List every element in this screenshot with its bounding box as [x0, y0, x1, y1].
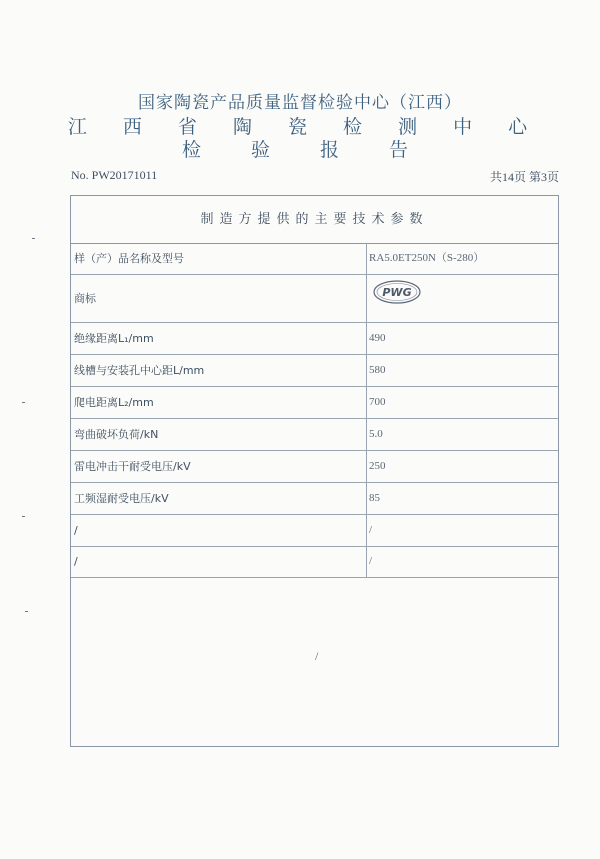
scan-speck: [22, 402, 25, 403]
blank-mark: /: [315, 649, 319, 663]
row-label: 雷电冲击干耐受电压/kV: [71, 451, 367, 482]
table-row: [71, 419, 558, 451]
table-row: [71, 323, 558, 355]
report-number: No. PW20171011: [71, 168, 158, 182]
blank-remainder: [71, 578, 558, 746]
center-name-national: 国家陶瓷产品质量监督检验中心（江西）: [138, 93, 462, 113]
row-label: 样（产）品名称及型号: [71, 243, 367, 274]
row-label: /: [71, 546, 367, 577]
table-title: 制造方提供的主要技术参数: [71, 196, 558, 244]
table-row: [71, 451, 558, 483]
parameters-table: [70, 195, 559, 747]
trademark-logo: [371, 278, 423, 310]
pwg-logo-icon: [371, 278, 423, 306]
table-row: [71, 243, 558, 275]
row-label: 绝缘距离L₁/mm: [71, 323, 367, 354]
row-value: 700: [369, 396, 386, 408]
row-value: 5.0: [369, 428, 383, 440]
row-label: 爬电距离L₂/mm: [71, 387, 367, 418]
report-title: 检 验 报 告: [181, 139, 431, 161]
center-name-provincial: 江 西 省 陶 瓷 检 测 中 心: [67, 116, 543, 138]
row-label: 弯曲破坏负荷/kN: [71, 419, 367, 450]
table-row: [71, 515, 558, 547]
row-value: 250: [369, 460, 386, 472]
row-value: RA5.0ET250N（S-280）: [369, 252, 485, 264]
row-value: /: [369, 555, 373, 567]
scan-speck: [22, 516, 25, 517]
scan-speck: [32, 238, 35, 239]
row-value: 85: [369, 492, 380, 504]
table-row: [71, 387, 558, 419]
table-row: [71, 546, 558, 578]
scan-speck: [25, 611, 28, 612]
row-label: /: [71, 515, 367, 546]
table-row: [71, 275, 558, 323]
page-indicator: 共14页 第3页: [489, 170, 559, 184]
row-label: 线槽与安装孔中心距L/mm: [71, 355, 367, 386]
logo-text: PWG: [382, 286, 412, 299]
row-label: 工频湿耐受电压/kV: [71, 483, 367, 514]
row-value: /: [369, 524, 373, 536]
table-row: [71, 355, 558, 387]
row-value: 580: [369, 364, 386, 376]
table-row: [71, 483, 558, 515]
row-label: 商标: [71, 275, 367, 322]
row-value: 490: [369, 332, 386, 344]
